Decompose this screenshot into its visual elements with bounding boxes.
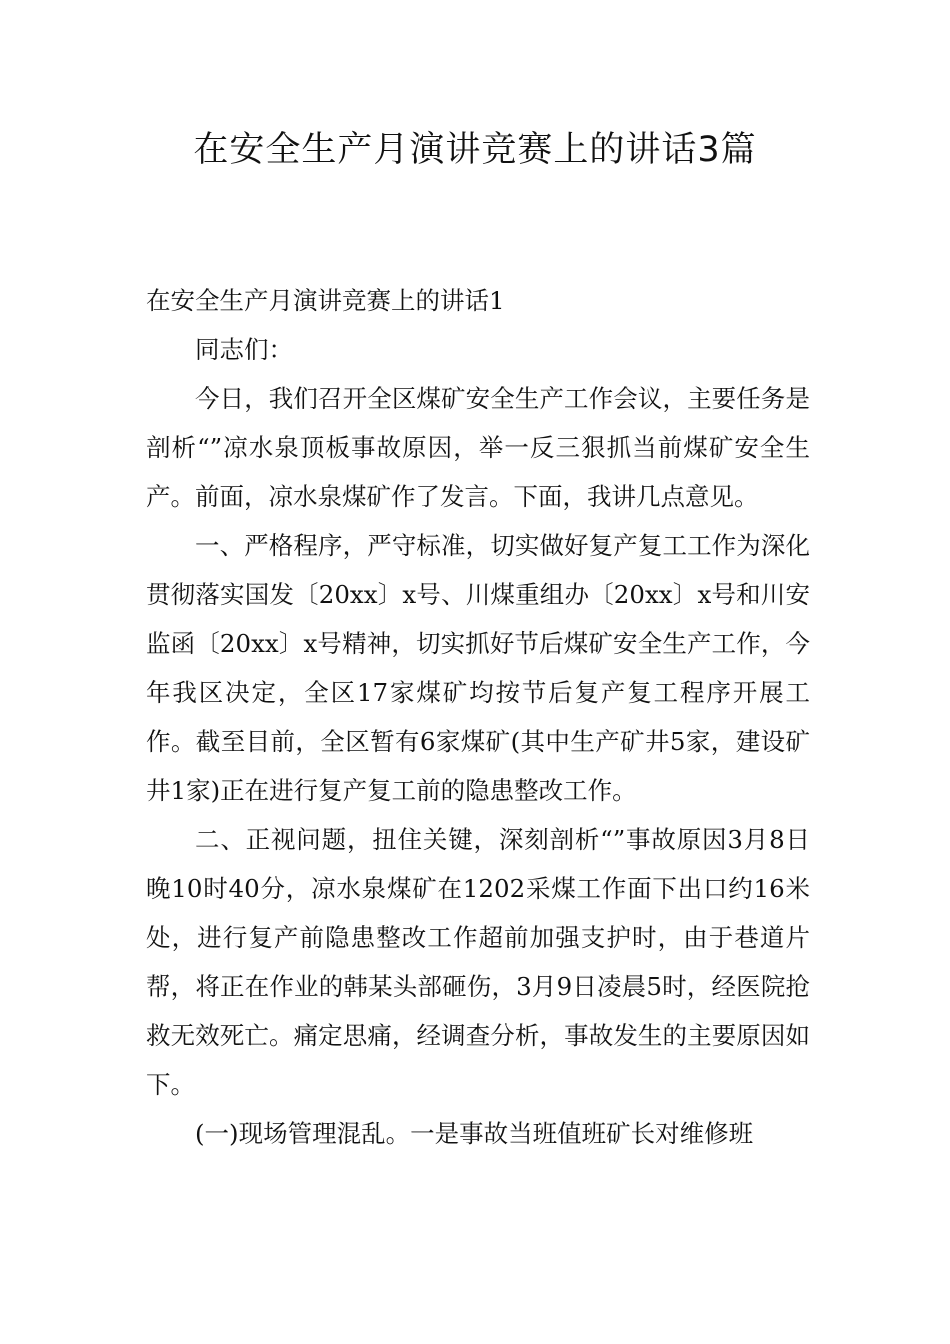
salutation-paragraph: 同志们： — [195, 335, 293, 364]
document-title: 在安全生产月演讲竞赛上的讲话3篇 — [193, 130, 757, 170]
sub-point-paragraph: (一)现场管理混乱。一是事故当班值班矿长对维修班 — [195, 1119, 754, 1148]
section-heading: 在安全生产月演讲竞赛上的讲话1 — [146, 286, 505, 315]
point-one-paragraph: 一、严格程序，严守标准，切实做好复产复工工作为深化贯彻落实国发〔20xx〕x号、川煤重组办〔20xx〕x号和川安监函〔20xx〕x号精神，切实抓好节后煤矿安全生产工作，今年我区决定，全区17家煤矿均按节后复产复工程序开展工作。截至目前，全区暂有6家煤矿(其中生产矿井5家，建设矿井1家)正在进行复产复工前的隐患整改工作。 — [146, 531, 810, 805]
intro-paragraph: 今日，我们召开全区煤矿安全生产工作会议，主要任务是剖析“”凉水泉顶板事故原因，举一反三狠抓当前煤矿安全生产。前面，凉水泉煤矿作了发言。下面，我讲几点意见。 — [146, 384, 810, 511]
point-two-paragraph: 二、正视问题，扭住关键，深刻剖析“”事故原因3月8日晚10时40分，凉水泉煤矿在1202采煤工作面下出口约16米处，进行复产前隐患整改工作超前加强支护时，由于巷道片帮，将正在作业的韩某头部砸伤，3月9日凌晨5时，经医院抢救无效死亡。痛定思痛，经调查分析，事故发生的主要原因如下。 — [146, 825, 810, 1099]
document-body — [146, 276, 810, 1158]
